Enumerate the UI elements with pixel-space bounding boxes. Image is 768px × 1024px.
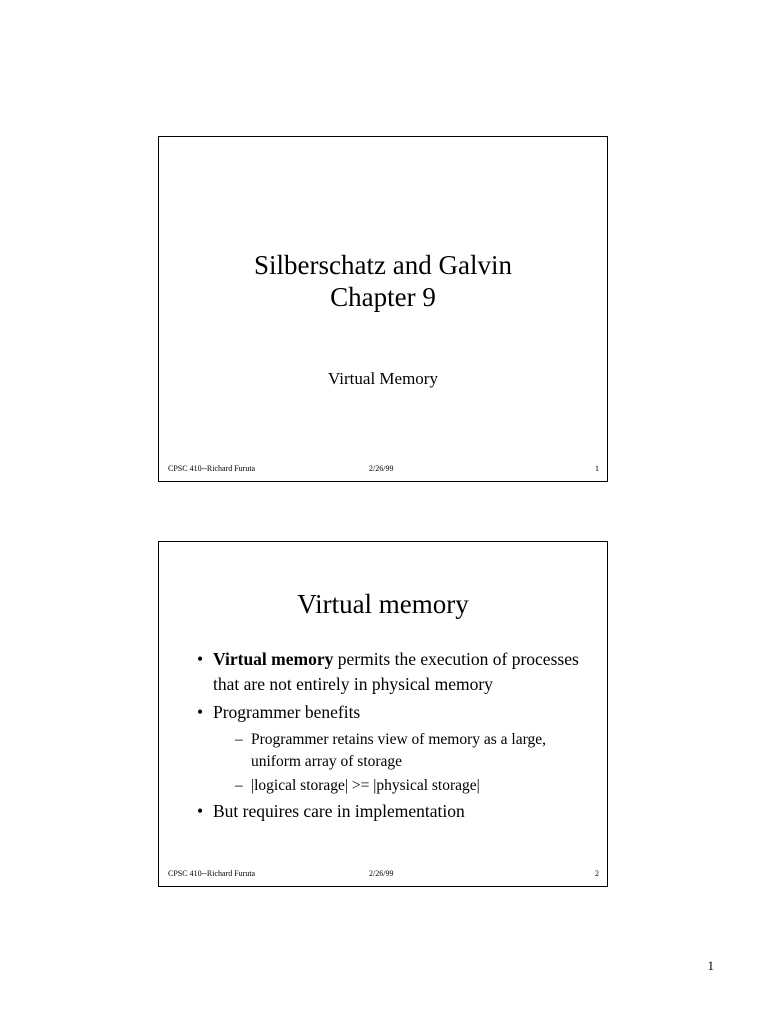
slide-2-footer-course: CPSC 410--Richard Furuta <box>168 869 256 878</box>
slide-1-footer-number: 1 <box>595 464 599 473</box>
dash-glyph: – <box>235 776 243 794</box>
slide-1-subtitle: Virtual Memory <box>328 369 438 388</box>
page-number: 1 <box>707 958 714 973</box>
bullet-item <box>197 700 593 725</box>
sub-bullet-1-text: Programmer retains view of memory as a large, uniform array of storage <box>251 730 546 770</box>
bullet-2-text: Programmer benefits <box>213 702 361 722</box>
sub-bullet-2-text: |logical storage| >= |physical storage| <box>251 776 480 794</box>
dash-glyph: – <box>235 730 243 748</box>
bullet-glyph: • <box>197 649 204 669</box>
bullet-item <box>197 647 593 696</box>
slide-2-footer-date: 2/26/99 <box>369 869 394 878</box>
slide-1-title-line-1: Silberschatz and Galvin <box>254 250 512 280</box>
bullet-glyph: • <box>197 800 204 821</box>
bullet-1-bold-term: Virtual memory <box>213 649 334 669</box>
sub-bullet-item <box>197 775 593 797</box>
bullet-3-text: But requires care in implementation <box>213 800 465 821</box>
slide-2 <box>158 541 608 887</box>
bullet-glyph: • <box>197 702 204 722</box>
slide-2-bullet-list <box>197 647 593 827</box>
bullet-item <box>197 799 593 824</box>
slide-1-title <box>159 249 607 313</box>
bullet-1-text: permits the execution of processes that are not entirely in physical memory <box>213 649 579 694</box>
slide-2-footer-number: 2 <box>595 869 599 878</box>
slide-1-footer-course: CPSC 410--Richard Furuta <box>168 464 256 473</box>
slide-1 <box>158 136 608 482</box>
slide-1-title-line-2: Chapter 9 <box>330 282 436 312</box>
slide-1-footer-date: 2/26/99 <box>369 464 394 473</box>
slide-2-title: Virtual memory <box>297 589 469 619</box>
sub-bullet-item <box>197 729 593 773</box>
